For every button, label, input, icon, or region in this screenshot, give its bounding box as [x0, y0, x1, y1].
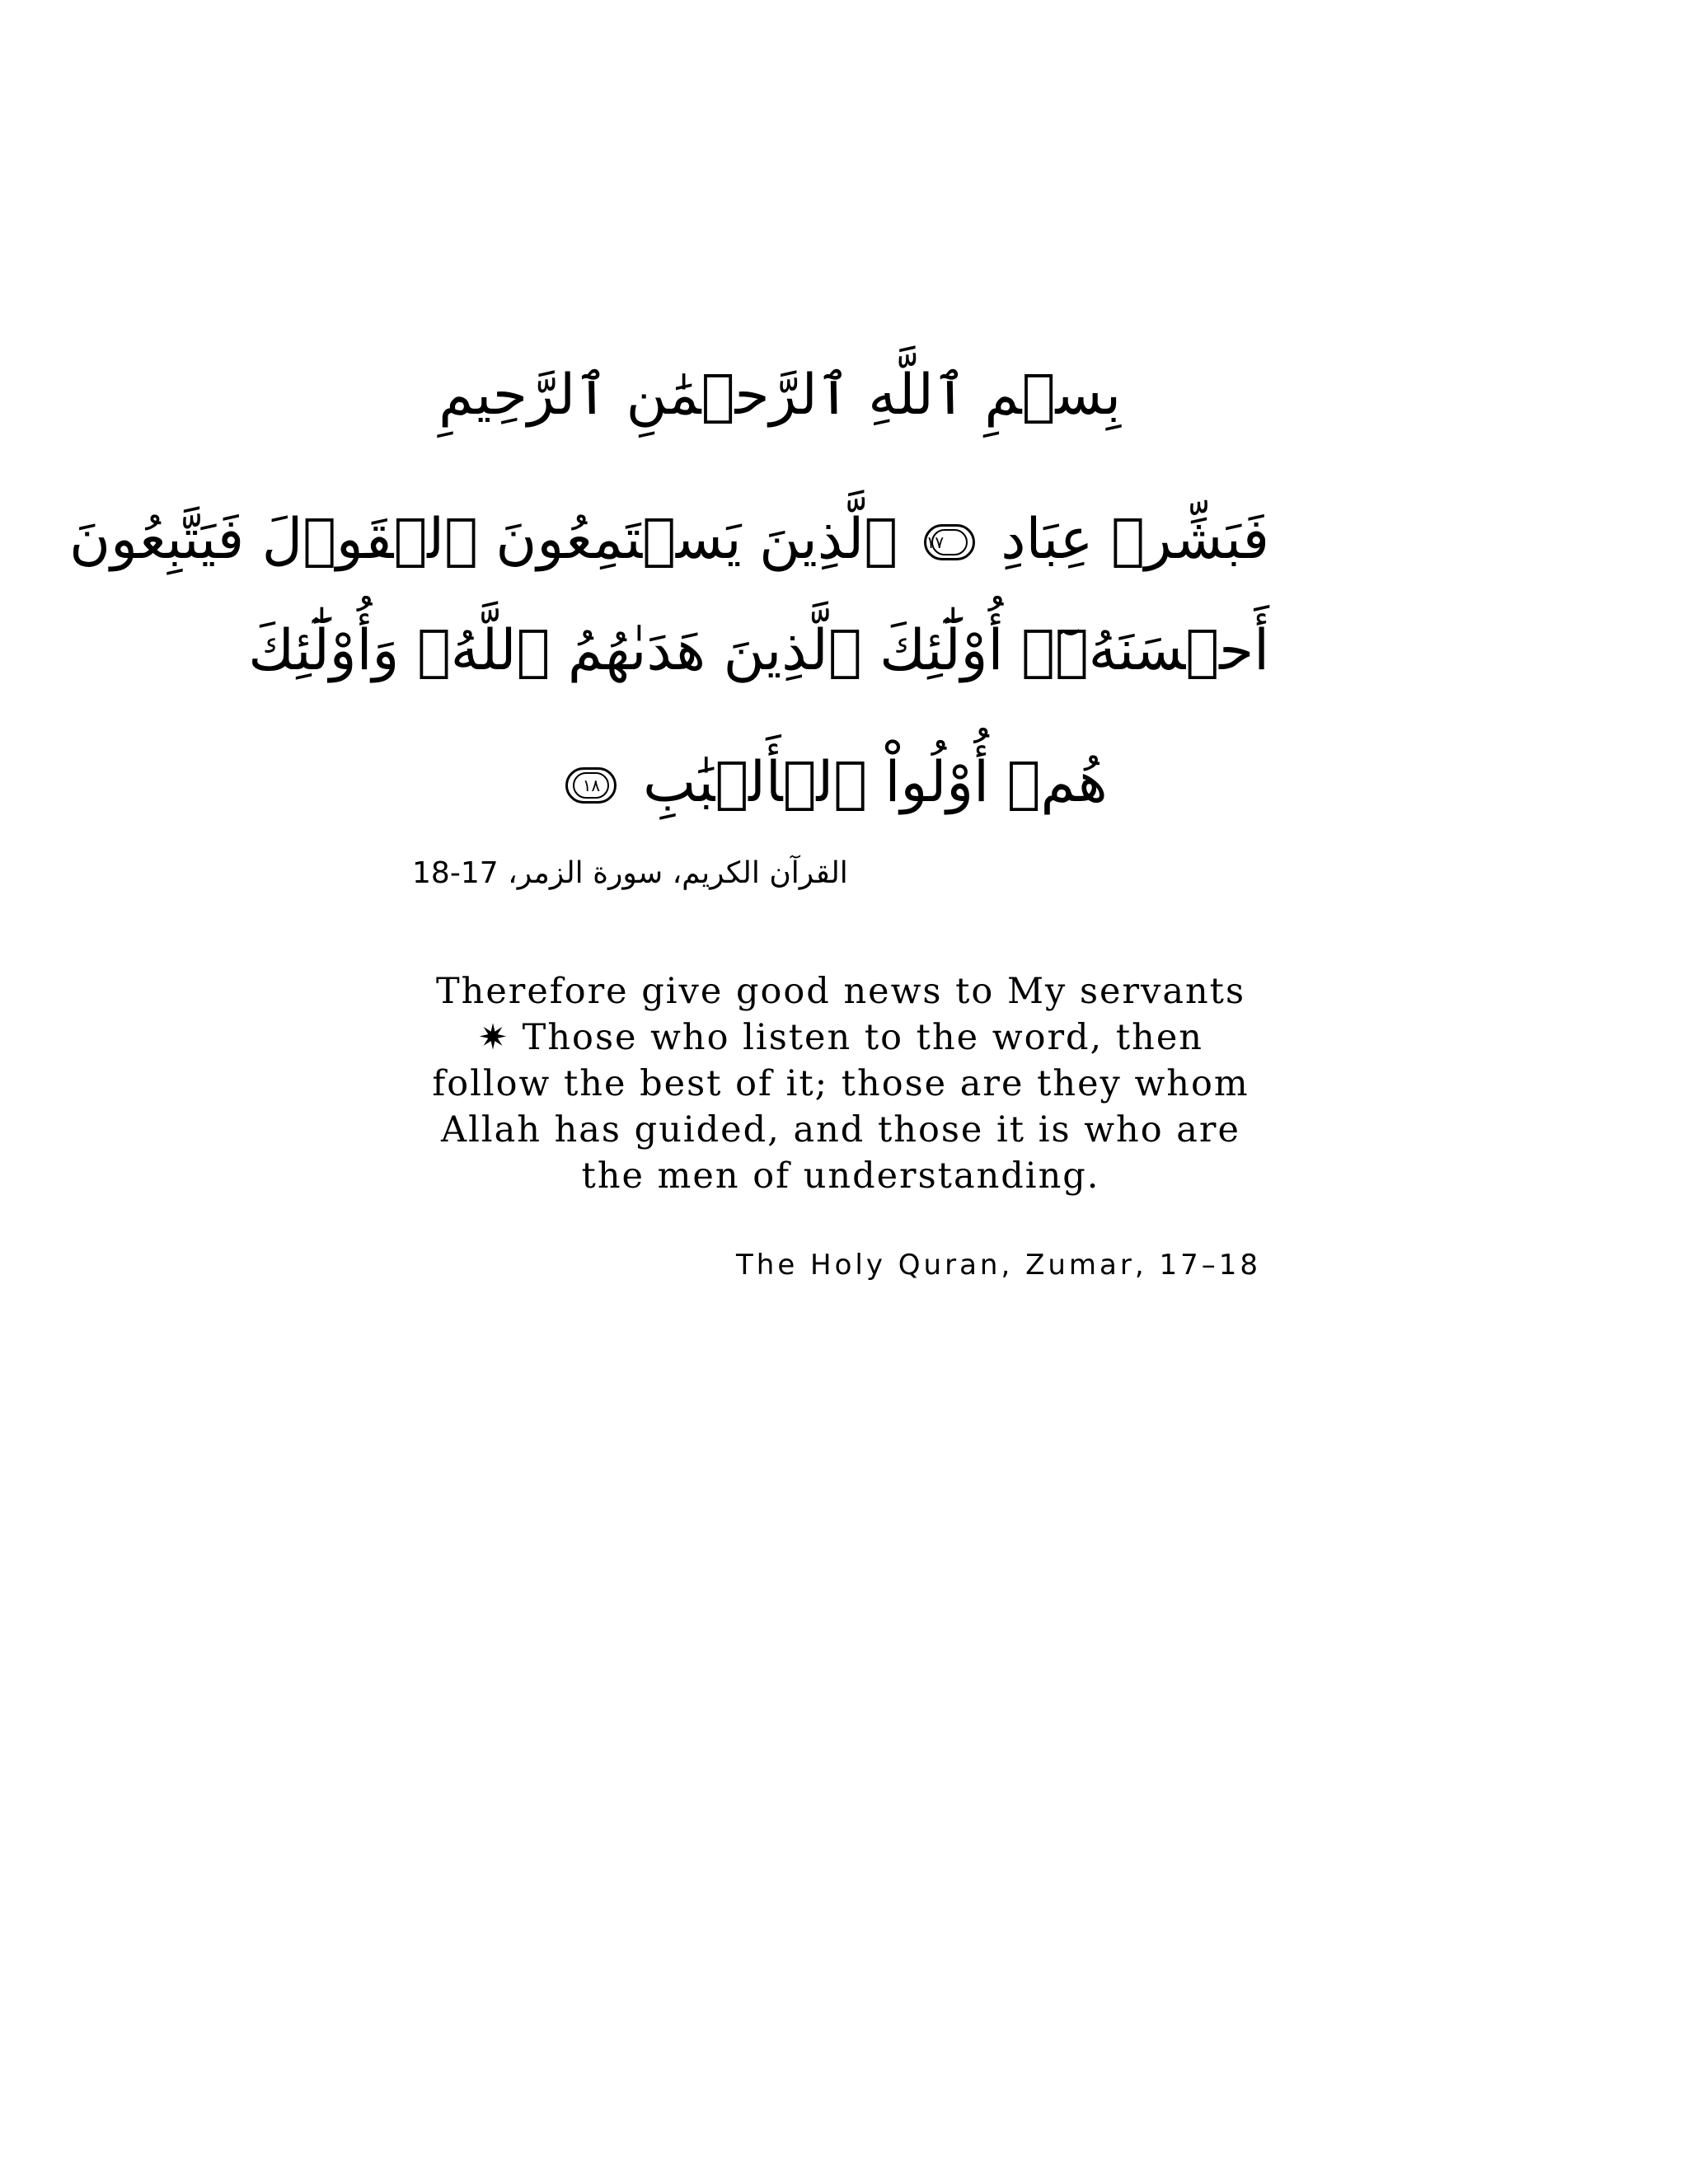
ayah-17-marker-icon: ١٧ — [924, 524, 975, 560]
verse-line-3 — [396, 725, 1269, 841]
ayah-18-marker-icon: ١٨ — [565, 767, 617, 804]
translation-line: Therefore give good news to My servants — [435, 971, 1246, 1012]
english-translation — [379, 968, 1302, 1199]
translation-line: ✷ Those who listen to the word, then — [477, 1017, 1203, 1058]
verse-line-1 — [69, 482, 1269, 598]
arabic-citation: القرآن الكريم، سورة الزمر، 17-18 — [412, 856, 848, 890]
verse-text: ٱلَّذِينَ يَسۡتَمِعُونَ ٱلۡقَوۡلَ فَيَتَّبِعُونَ — [69, 507, 898, 572]
english-citation: The Holy Quran, Zumar, 17–18 — [736, 1249, 1261, 1282]
translation-line: follow the best of it; those are they whom — [432, 1063, 1250, 1104]
translation-line: the men of understanding. — [581, 1155, 1100, 1197]
verse-text: فَبَشِّرۡ عِبَادِ — [1001, 507, 1269, 572]
verse-text: أَحۡسَنَهُۥٓۚ أُوْلَٰٓئِكَ ٱلَّذِينَ هَدَىٰهُمُ ٱللَّهُۖ وَأُوْلَٰٓئِكَ — [248, 618, 1269, 683]
verse-line-2 — [248, 593, 1269, 709]
translation-line: Allah has guided, and those it is who are — [441, 1109, 1240, 1151]
basmala-heading: بِسۡمِ ٱللَّهِ ٱلرَّحۡمَٰنِ ٱلرَّحِيمِ — [438, 363, 1121, 428]
verse-text: هُمۡ أُوْلُواْ ٱلۡأَلۡبَٰبِ — [643, 750, 1108, 815]
